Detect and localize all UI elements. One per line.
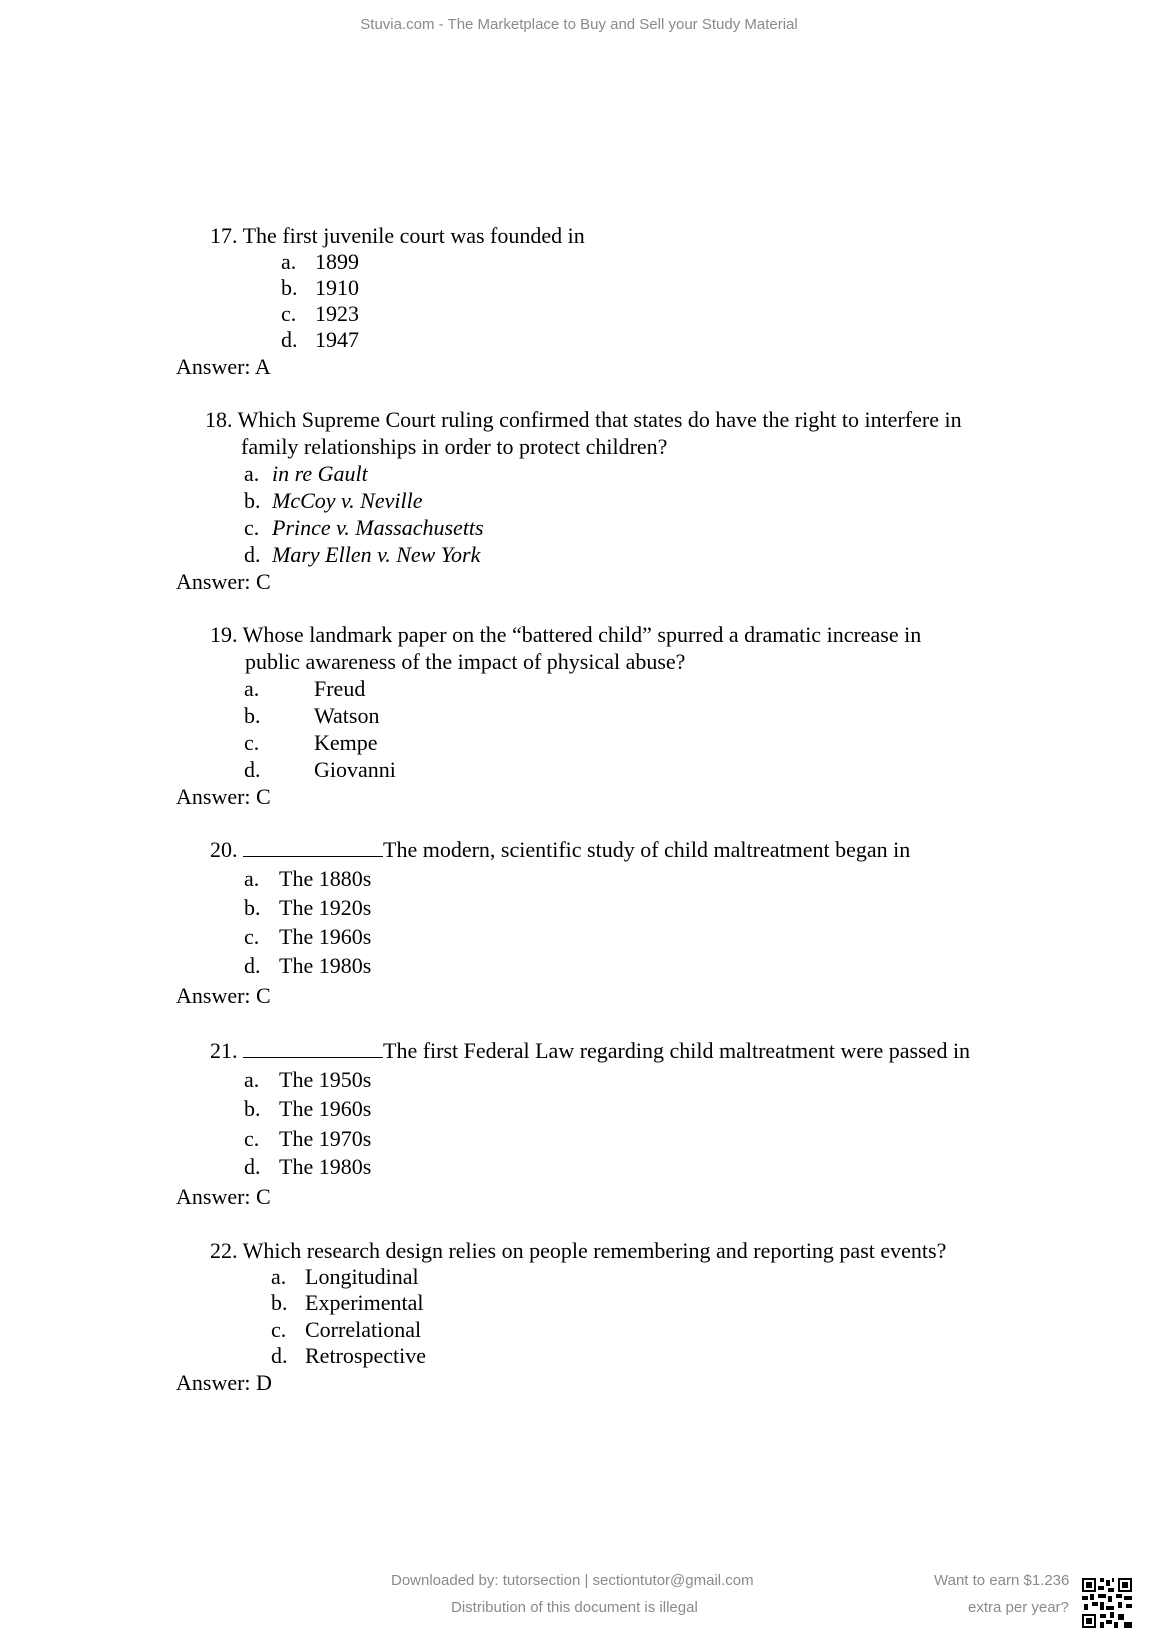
answer-17: Answer: A — [176, 354, 271, 379]
question-stem-line-2: family relationships in order to protect children? — [241, 434, 668, 459]
page-header-watermark: Stuvia.com - The Marketplace to Buy and Sell your Study Material — [360, 16, 798, 33]
option-letter: a. — [244, 676, 260, 701]
option-text: The 1950s — [279, 1067, 372, 1092]
option-letter: a. — [244, 866, 260, 891]
option-text: Giovanni — [314, 757, 396, 782]
footer-downloaded-by: Downloaded by: tutorsection | sectiontutor@gmail.com — [391, 1572, 754, 1589]
option-letter: b. — [244, 1096, 261, 1121]
option-text: in re Gault — [272, 461, 368, 486]
footer-distribution-notice: Distribution of this document is illegal — [451, 1599, 698, 1616]
option-text: Kempe — [314, 730, 378, 755]
question-20 — [210, 836, 910, 863]
option-letter: c. — [244, 1126, 260, 1151]
option-letter: d. — [281, 327, 298, 352]
option-text: Mary Ellen v. New York — [272, 542, 481, 567]
question-number: 17. — [210, 223, 238, 248]
option-text: Experimental — [305, 1290, 424, 1315]
answer-18: Answer: C — [176, 569, 271, 594]
answer-20: Answer: C — [176, 983, 271, 1008]
option-text: 1947 — [315, 327, 359, 352]
qr-code-icon[interactable] — [1082, 1578, 1132, 1628]
option-text: The 1960s — [279, 1096, 372, 1121]
option-letter: d. — [244, 953, 261, 978]
answer-21: Answer: C — [176, 1184, 271, 1209]
option-letter: d. — [271, 1343, 288, 1368]
question-stem: The first Federal Law regarding child maltreatment were passed in — [383, 1038, 971, 1063]
option-text: The 1880s — [279, 866, 372, 891]
option-letter: c. — [244, 515, 260, 540]
option-letter: c. — [244, 730, 260, 755]
question-22 — [210, 1237, 946, 1264]
answer-blank-line — [243, 836, 383, 857]
answer-19: Answer: C — [176, 784, 271, 809]
option-text: The 1960s — [279, 924, 372, 949]
option-letter: a. — [244, 1067, 260, 1092]
option-letter: c. — [271, 1317, 287, 1342]
question-18 — [205, 406, 962, 460]
option-text: McCoy v. Neville — [272, 488, 423, 513]
question-19 — [210, 621, 921, 675]
option-text: Freud — [314, 676, 366, 701]
option-letter: b. — [271, 1290, 288, 1315]
option-text: 1910 — [315, 275, 359, 300]
option-text: Longitudinal — [305, 1264, 419, 1289]
option-text: 1923 — [315, 301, 359, 326]
option-letter: b. — [244, 895, 261, 920]
question-stem: Which research design relies on people remembering and reporting past events? — [242, 1238, 947, 1263]
footer-earn-line-1[interactable]: Want to earn $1.236 — [934, 1572, 1070, 1589]
option-letter: a. — [244, 461, 260, 486]
option-text: Watson — [314, 703, 380, 728]
answer-22: Answer: D — [176, 1370, 272, 1395]
question-17 — [210, 222, 585, 249]
question-number: 21. — [210, 1038, 238, 1063]
question-stem-line-1: Which Supreme Court ruling confirmed that states do have the right to interfere in — [237, 407, 962, 432]
option-text: The 1970s — [279, 1126, 372, 1151]
question-number: 22. — [210, 1238, 238, 1263]
option-text: Correlational — [305, 1317, 422, 1342]
option-letter: b. — [281, 275, 298, 300]
question-number: 20. — [210, 837, 238, 862]
question-stem-line-1: Whose landmark paper on the “battered child” spurred a dramatic increase in — [242, 622, 922, 647]
option-letter: a. — [281, 249, 297, 274]
option-text: The 1980s — [279, 953, 372, 978]
option-text: The 1920s — [279, 895, 372, 920]
question-21 — [210, 1037, 970, 1064]
question-stem-line-2: public awareness of the impact of physical abuse? — [245, 649, 686, 674]
option-letter: d. — [244, 542, 261, 567]
question-number: 19. — [210, 622, 238, 647]
option-letter: c. — [281, 301, 297, 326]
option-letter: a. — [271, 1264, 287, 1289]
question-number: 18. — [205, 407, 233, 432]
question-stem: The first juvenile court was founded in — [242, 223, 585, 248]
question-stem: The modern, scientific study of child maltreatment began in — [383, 837, 911, 862]
option-text: The 1980s — [279, 1154, 372, 1179]
option-letter: c. — [244, 924, 260, 949]
answer-blank-line — [243, 1037, 383, 1058]
option-letter: d. — [244, 1154, 261, 1179]
option-letter: b. — [244, 488, 261, 513]
option-letter: d. — [244, 757, 261, 782]
footer-earn-line-2[interactable]: extra per year? — [968, 1599, 1069, 1616]
option-letter: b. — [244, 703, 261, 728]
option-text: 1899 — [315, 249, 359, 274]
option-text: Prince v. Massachusetts — [272, 515, 484, 540]
option-text: Retrospective — [305, 1343, 426, 1368]
